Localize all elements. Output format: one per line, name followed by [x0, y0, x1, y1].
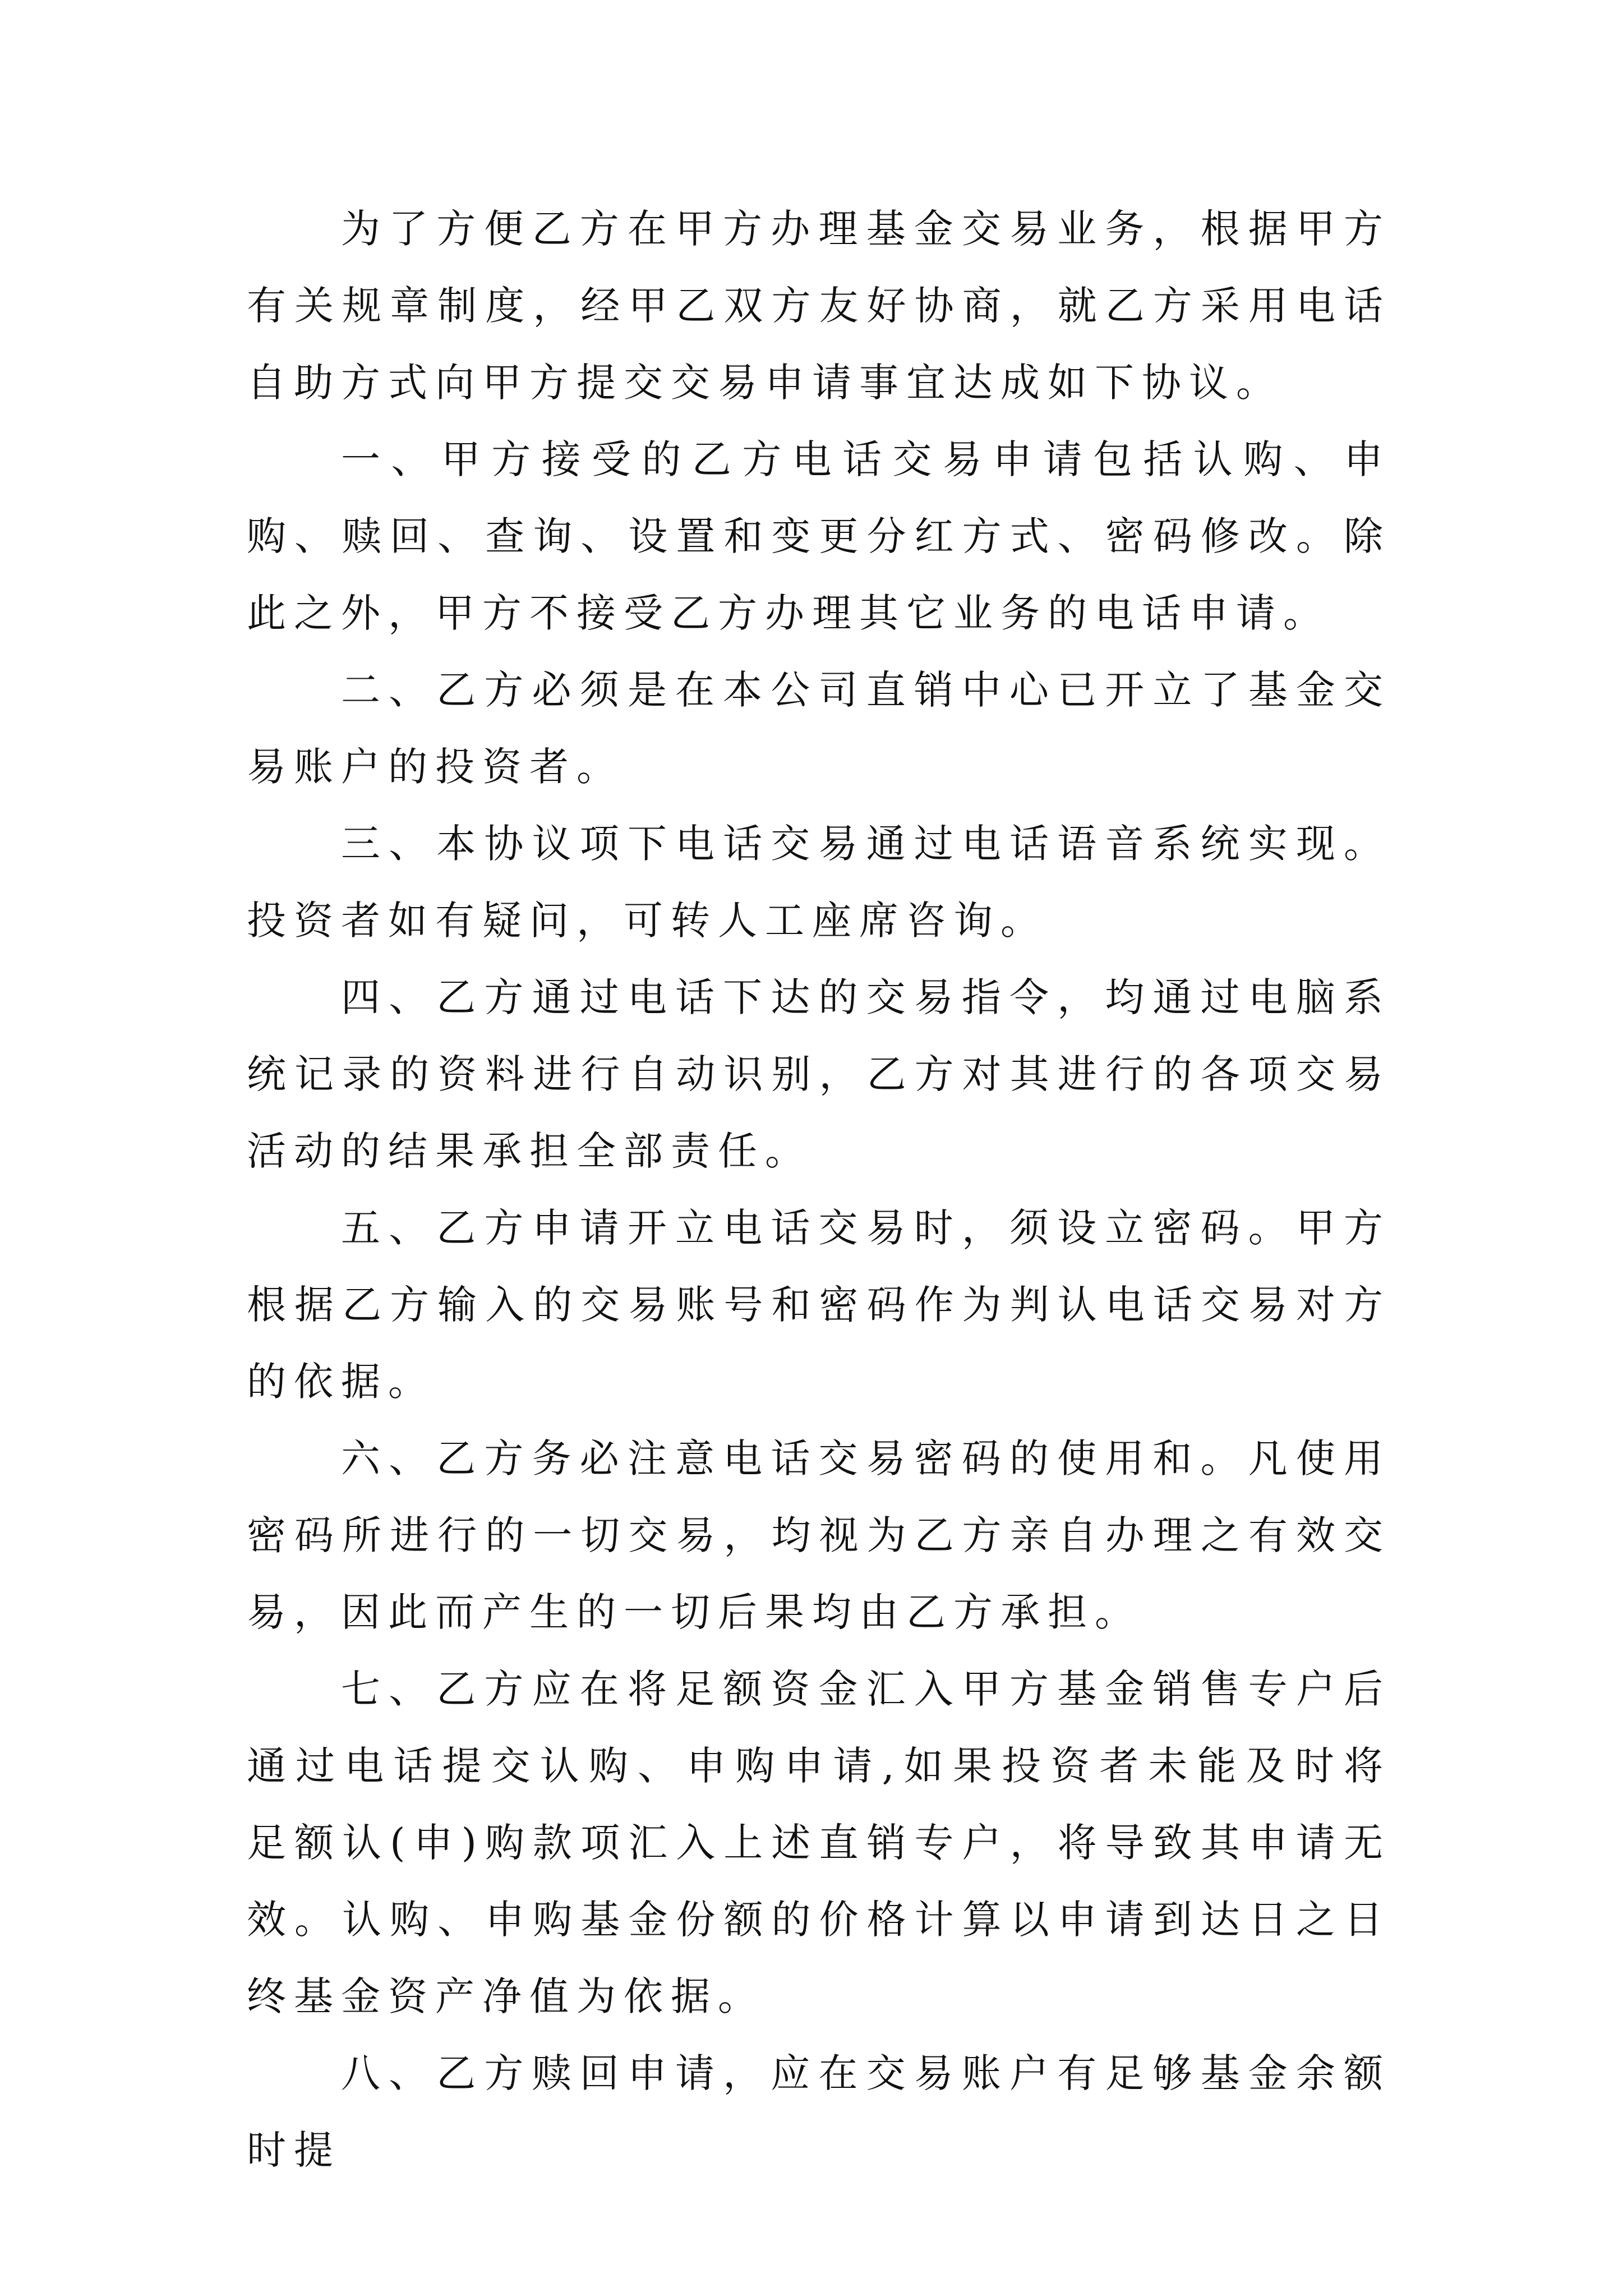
paragraph-intro: 为了方便乙方在甲方办理基金交易业务，根据甲方有关规章制度，经甲乙双方友好协商，就乙方采用电话自助方式向甲方提交交易申请事宜达成如下协议。	[247, 206, 1391, 406]
paragraph-clause-3: 三、本协议项下电话交易通过电话语音系统实现。投资者如有疑问，可转人工座席咨询。	[247, 821, 1391, 944]
paragraph-clause-5: 五、乙方申请开立电话交易时，须设立密码。甲方根据乙方输入的交易账号和密码作为判认电话交易对方的依据。	[247, 1205, 1391, 1405]
paragraph-clause-6: 六、乙方务必注意电话交易密码的使用和。凡使用密码所进行的一切交易，均视为乙方亲自办理之有效交易，因此而产生的一切后果均由乙方承担。	[247, 1435, 1391, 1635]
paragraph-clause-8: 八、乙方赎回申请，应在交易账户有足够基金余额时提	[247, 2050, 1391, 2173]
paragraph-clause-2: 二、乙方必须是在本公司直销中心已开立了基金交易账户的投资者。	[247, 667, 1391, 790]
paragraph-clause-4: 四、乙方通过电话下达的交易指令，均通过电脑系统记录的资料进行自动识别，乙方对其进行的各项交易活动的结果承担全部责任。	[247, 974, 1391, 1174]
paragraph-clause-7: 七、乙方应在将足额资金汇入甲方基金销售专户后通过电话提交认购、申购申请,如果投资者未能及时将足额认(申)购款项汇入上述直销专户，将导致其申请无效。认购、申购基金份额的价格计算以申请到达日之日终基金资产净值为依据。	[247, 1666, 1391, 2019]
agreement-body	[247, 191, 1391, 2189]
paragraph-clause-1: 一、甲方接受的乙方电话交易申请包括认购、申购、赎回、查询、设置和变更分红方式、密码修改。除此之外，甲方不接受乙方办理其它业务的电话申请。	[247, 436, 1391, 636]
